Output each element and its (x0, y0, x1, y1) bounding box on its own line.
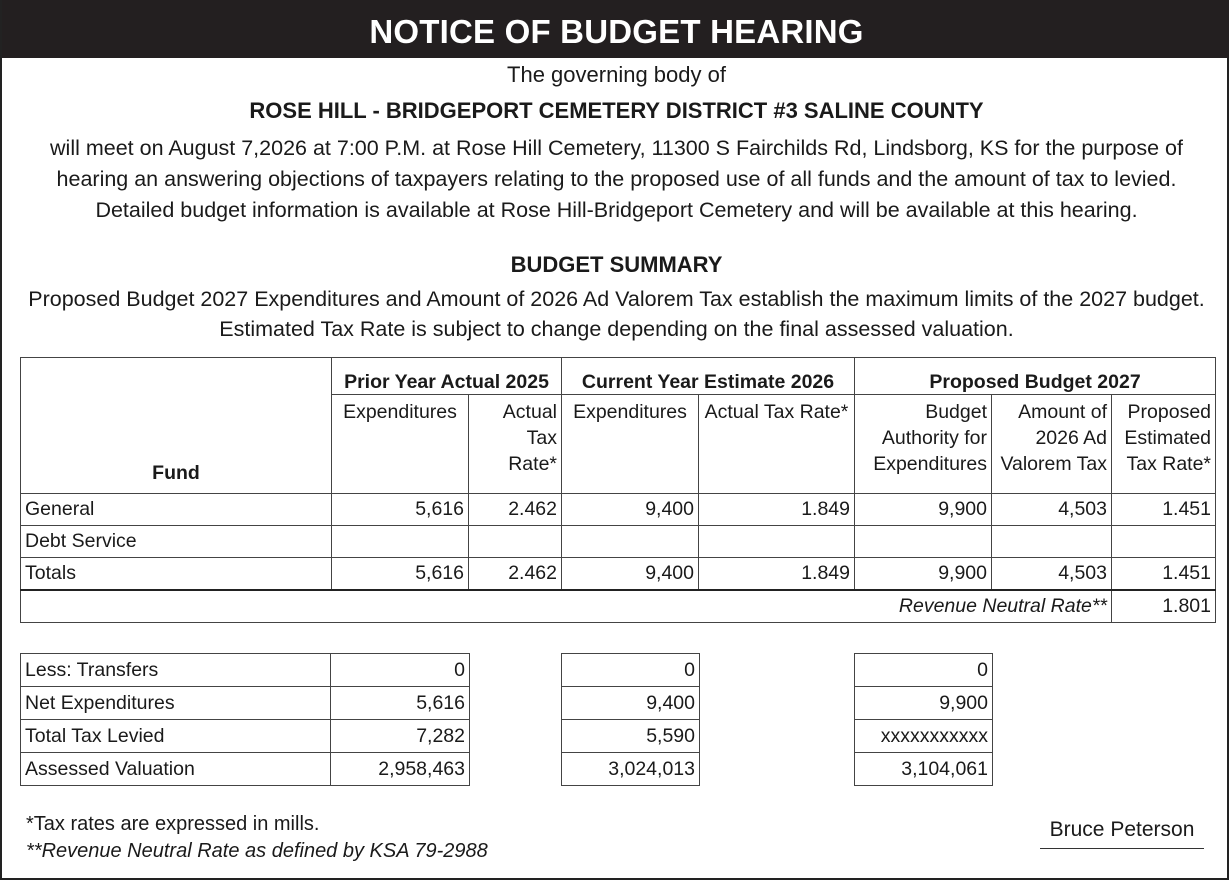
table-cell: 1.849 (699, 494, 855, 526)
table-cell (855, 526, 992, 558)
meeting-paragraph: will meet on August 7,2026 at 7:00 P.M. at Rose Hill Cemetery, 11300 S Fairchilds Rd, Lindsborg, KS for the purpose of hearing an answering objections of taxpayers relating to the proposed use of all funds and the amount of tax to levied. Detailed budget information is available at Rose Hill-Bridgeport Cemetery and will be available at this hearing. (50, 136, 1183, 222)
table-cell: 9,900 (855, 558, 992, 590)
table-cell (992, 526, 1112, 558)
group-header-current: Current Year Estimate 2026 (562, 358, 855, 395)
table-cell: 0 (855, 654, 993, 687)
intro-text: The governing body of (507, 62, 726, 87)
row-label: Assessed Valuation (21, 753, 331, 786)
summary-note-line-1: Proposed Budget 2027 Expenditures and Amount of 2026 Ad Valorem Tax establish the maximum limits of the 2027 budget. (28, 287, 1205, 311)
table-cell: 2,958,463 (331, 753, 470, 786)
row-label: Net Expenditures (21, 687, 331, 720)
table-row (21, 526, 1216, 558)
table-cell: xxxxxxxxxxx (855, 720, 993, 753)
table-cell: 9,900 (855, 494, 992, 526)
table-cell (332, 526, 469, 558)
table-row (562, 687, 700, 720)
table-row (21, 494, 1216, 526)
table-cell: 4,503 (992, 494, 1112, 526)
budget-table (20, 357, 1216, 623)
table-row (21, 687, 470, 720)
table-cell: 3,104,061 (855, 753, 993, 786)
row-label: Total Tax Levied (21, 720, 331, 753)
footnote-revenue-neutral: **Revenue Neutral Rate as defined by KSA 79-2988 (26, 840, 488, 862)
table-row (562, 753, 700, 786)
fund-header: Fund (21, 358, 332, 494)
revenue-neutral-row (21, 590, 1216, 623)
row-label: Less: Transfers (21, 654, 331, 687)
revenue-neutral-value: 1.801 (1112, 590, 1216, 623)
table-cell: 9,400 (562, 687, 700, 720)
col-header-estimated-tax-rate: Proposed Estimated Tax Rate* (1112, 395, 1216, 494)
table-row (21, 720, 470, 753)
table-row (562, 720, 700, 753)
table-row (855, 687, 993, 720)
lower-prior-table (20, 653, 470, 786)
table-row (855, 753, 993, 786)
table-cell: 9,400 (562, 558, 699, 590)
table-cell: 7,282 (331, 720, 470, 753)
table-cell: 5,590 (562, 720, 700, 753)
table-cell: 0 (331, 654, 470, 687)
table-row (855, 720, 993, 753)
col-header-prior-expenditures: Expenditures (332, 395, 469, 494)
table-row (855, 654, 993, 687)
table-cell: 2.462 (469, 558, 562, 590)
district-name: ROSE HILL - BRIDGEPORT CEMETERY DISTRICT #3 SALINE COUNTY (249, 98, 984, 123)
lower-proposed-table (854, 653, 993, 786)
footnote-tax-rates: *Tax rates are expressed in mills. (26, 813, 320, 835)
fund-name: Debt Service (21, 526, 332, 558)
col-header-budget-authority: Budget Authority for Expenditures (855, 395, 992, 494)
table-cell (1112, 526, 1216, 558)
table-cell: 9,400 (562, 494, 699, 526)
table-cell: 0 (562, 654, 700, 687)
table-row (21, 753, 470, 786)
table-cell: 1.451 (1112, 558, 1216, 590)
signature: Bruce Peterson (1040, 818, 1204, 849)
fund-name: General (21, 494, 332, 526)
col-header-ad-valorem-tax: Amount of 2026 Ad Valorem Tax (992, 395, 1112, 494)
summary-note (12, 284, 1221, 344)
table-cell: 9,900 (855, 687, 993, 720)
fund-name: Totals (21, 558, 332, 590)
revenue-neutral-label: Revenue Neutral Rate** (21, 590, 1112, 623)
col-header-prior-tax-rate: Actual Tax Rate* (469, 395, 562, 494)
table-cell: 1.849 (699, 558, 855, 590)
table-cell: 1.451 (1112, 494, 1216, 526)
summary-note-line-2: Estimated Tax Rate is subject to change depending on the final assessed valuation. (219, 317, 1014, 341)
table-cell (469, 526, 562, 558)
col-header-current-expenditures: Expenditures (562, 395, 699, 494)
table-cell: 3,024,013 (562, 753, 700, 786)
table-row (21, 654, 470, 687)
lower-current-table (561, 653, 700, 786)
table-row (562, 654, 700, 687)
col-header-current-tax-rate: Actual Tax Rate* (699, 395, 855, 494)
group-header-proposed: Proposed Budget 2027 (855, 358, 1216, 395)
notice-title: NOTICE OF BUDGET HEARING (2, 0, 1229, 58)
table-cell: 5,616 (332, 494, 469, 526)
group-header-prior: Prior Year Actual 2025 (332, 358, 562, 395)
totals-row (21, 558, 1216, 590)
table-cell: 5,616 (331, 687, 470, 720)
table-cell (699, 526, 855, 558)
budget-summary-title: BUDGET SUMMARY (510, 252, 723, 277)
table-cell: 4,503 (992, 558, 1112, 590)
table-cell: 2.462 (469, 494, 562, 526)
table-cell (562, 526, 699, 558)
table-cell: 5,616 (332, 558, 469, 590)
